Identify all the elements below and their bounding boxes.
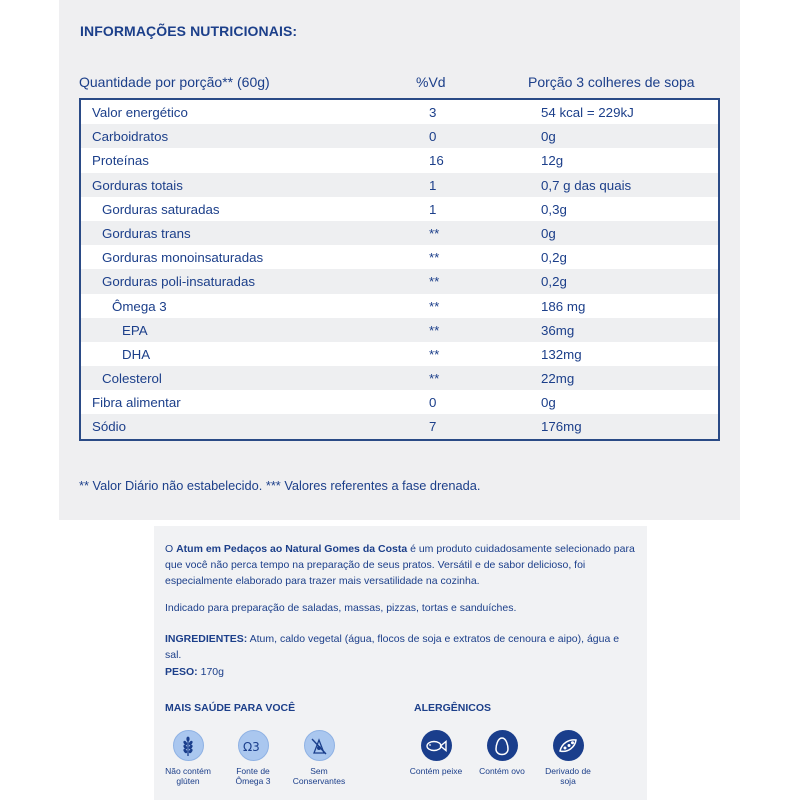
nutrient-name: Carboidratos	[92, 129, 169, 145]
nutrient-dv: **	[429, 346, 440, 362]
nutrient-name: Proteínas	[92, 153, 149, 169]
nutrient-dv: 0	[429, 129, 437, 145]
nutrient-name: Gorduras saturadas	[102, 201, 220, 217]
badge-contains-fish	[405, 730, 467, 776]
nutrient-name: Ômega 3	[112, 298, 167, 314]
egg-icon	[487, 730, 518, 761]
nutrient-amount: 0,2g	[541, 250, 567, 266]
nutrition-title: INFORMAÇÕES NUTRICIONAIS:	[80, 23, 298, 39]
product-name: Atum em Pedaços ao Natural Gomes da Costa	[176, 543, 408, 555]
nutrient-amount: 186 mg	[541, 298, 586, 314]
product-weight	[165, 664, 635, 680]
nutrient-dv: **	[429, 250, 440, 266]
allergens-title: ALERGÊNICOS	[414, 702, 492, 714]
nutrient-name: Gorduras totais	[92, 177, 183, 193]
preservative-free-icon	[304, 730, 335, 761]
table-row	[81, 269, 718, 293]
product-usage: Indicado para preparação de saladas, massas, pizzas, tortas e sanduíches.	[165, 602, 517, 614]
badge-label: soja	[560, 776, 576, 786]
product-ingredients	[165, 631, 635, 663]
nutrient-dv: **	[429, 371, 440, 387]
table-row	[81, 366, 718, 390]
nutrient-dv: **	[429, 298, 440, 314]
table-row	[81, 342, 718, 366]
nutrient-dv: 7	[429, 419, 437, 435]
badge-label: Contém peixe	[409, 766, 463, 776]
table-row	[81, 414, 718, 438]
badge-omega3	[222, 730, 284, 786]
nutrient-amount: 36mg	[541, 322, 575, 338]
nutrient-dv: 16	[429, 153, 444, 169]
nutrient-amount: 176mg	[541, 419, 582, 435]
table-row	[81, 197, 718, 221]
svg-text:Ω3: Ω3	[243, 739, 260, 753]
nutrient-amount: 12g	[541, 153, 564, 169]
nutrient-name: Gorduras poli-insaturadas	[102, 274, 255, 290]
weight-label: PESO:	[165, 666, 198, 678]
badge-label: Fonte de	[236, 766, 270, 776]
nutrient-amount: 0,2g	[541, 274, 567, 290]
nutrient-amount: 22mg	[541, 371, 575, 387]
product-description	[165, 541, 635, 589]
table-row	[81, 318, 718, 342]
dv-header: %Vd	[416, 74, 446, 90]
badge-label: Contém ovo	[479, 766, 525, 776]
nutrient-dv: **	[429, 274, 440, 290]
table-row	[81, 245, 718, 269]
ingredients-text: Atum, caldo vegetal (água, flocos de soja e extratos de cenoura e aipo), água e sal.	[165, 633, 620, 661]
nutrient-amount: 0g	[541, 129, 556, 145]
badge-label: Conservantes	[292, 776, 346, 786]
serving-header: Quantidade por porção** (60g)	[79, 74, 270, 90]
nutrient-amount: 0g	[541, 395, 556, 411]
nutrient-name: Valor energético	[92, 105, 188, 120]
nutrient-dv: **	[429, 322, 440, 338]
badge-gluten-free	[157, 730, 219, 786]
table-row	[81, 124, 718, 148]
badge-no-preservatives	[288, 730, 350, 786]
badge-label: glúten	[176, 776, 200, 786]
nutrient-name: DHA	[122, 346, 151, 362]
badge-contains-egg	[471, 730, 533, 776]
badge-label: Não contém	[165, 766, 211, 776]
portion-header: Porção 3 colheres de sopa	[528, 74, 695, 90]
badge-soy-derived	[537, 730, 599, 786]
nutrient-dv: **	[429, 225, 440, 241]
table-row	[81, 294, 718, 318]
nutrient-name: Gorduras monoinsaturadas	[102, 250, 264, 266]
nutrient-dv: 1	[429, 201, 437, 217]
nutrient-dv: 3	[429, 105, 437, 120]
table-row	[81, 221, 718, 245]
badge-label: Sem	[310, 766, 328, 776]
table-row	[81, 173, 718, 197]
nutrition-footnote: ** Valor Diário não estabelecido. *** Valores referentes a fase drenada.	[79, 478, 481, 493]
nutrient-amount: 0,3g	[541, 201, 567, 217]
nutrient-dv: 0	[429, 395, 437, 411]
table-row	[81, 100, 718, 124]
nutrient-name: Gorduras trans	[102, 225, 191, 241]
health-title: MAIS SAÚDE PARA VOCÊ	[165, 702, 296, 714]
intro-prefix: O	[165, 543, 177, 555]
table-row	[81, 390, 718, 414]
fish-icon	[421, 730, 452, 761]
soy-icon	[553, 730, 584, 761]
nutrient-amount: 0g	[541, 225, 556, 241]
weight-value: 170g	[197, 666, 224, 678]
ingredients-label: INGREDIENTES:	[165, 633, 248, 645]
nutrition-table	[79, 98, 720, 441]
omega3-icon	[238, 730, 269, 761]
nutrient-name: EPA	[122, 322, 148, 338]
nutrient-name: Fibra alimentar	[92, 395, 181, 411]
nutrient-name: Colesterol	[102, 371, 162, 387]
wheat-icon	[173, 730, 204, 761]
nutrient-amount: 54 kcal = 229kJ	[541, 105, 634, 120]
badge-label: Ômega 3	[235, 776, 271, 786]
nutrient-amount: 0,7 g das quais	[541, 177, 632, 193]
intro-text: é um produto cuidadosamente selecionado para que você não perca tempo na preparação de seus pratos. Versátil e de sabor delicioso, foi especialmente elaborado para trazer mais versatilidade na cozinha.	[165, 543, 635, 587]
badge-label: Derivado de	[545, 766, 591, 776]
nutrient-dv: 1	[429, 177, 437, 193]
nutrient-amount: 132mg	[541, 346, 582, 362]
table-row	[81, 148, 718, 172]
nutrient-name: Sódio	[92, 419, 127, 435]
